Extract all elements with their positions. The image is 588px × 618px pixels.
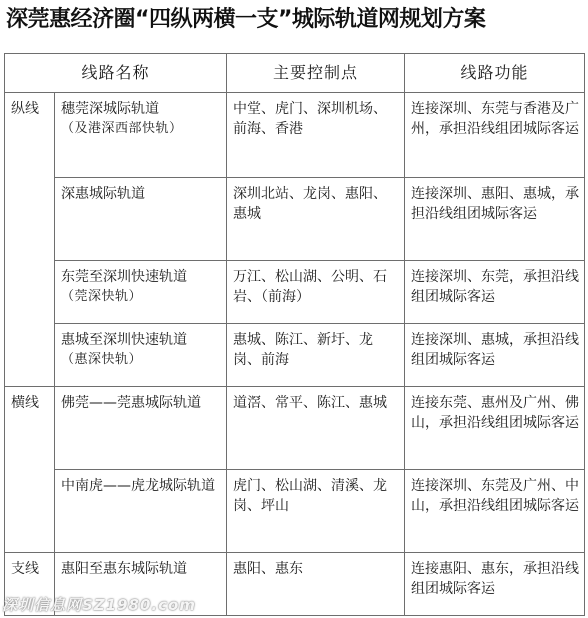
- control-points-cell: 深圳北站、龙岗、惠阳、惠城: [227, 178, 405, 261]
- control-points-cell: 惠阳、惠东: [227, 553, 405, 616]
- control-points-cell: 虎门、松山湖、清溪、龙岗、坪山: [227, 470, 405, 553]
- line-name: 深惠城际轨道: [61, 186, 145, 202]
- table-row: [5, 470, 585, 553]
- line-name-cell: [55, 178, 227, 261]
- header-line-name: 线路名称: [5, 54, 227, 93]
- line-alias: （惠深快轨）: [61, 352, 143, 367]
- line-name: 惠阳至惠东城际轨道: [61, 561, 187, 577]
- line-alias: （及港深西部快轨）: [61, 121, 183, 136]
- table-row: [5, 93, 585, 178]
- table-row: [5, 178, 585, 261]
- line-name-cell: [55, 324, 227, 387]
- table-header-row: [5, 54, 585, 93]
- control-points-cell: 万江、松山湖、公明、石岩、（前海）: [227, 261, 405, 324]
- table-row: [5, 387, 585, 470]
- line-name-cell: [55, 261, 227, 324]
- function-cell: 连接深圳、惠城，承担沿线组团城际客运: [405, 324, 585, 387]
- header-line-function: 线路功能: [405, 54, 585, 93]
- site-watermark: 深圳信息网SZ1980.com: [2, 596, 196, 614]
- group-label-vertical: 纵线: [5, 93, 55, 387]
- line-name: 东莞至深圳快速轨道: [61, 269, 187, 285]
- table-row: [5, 261, 585, 324]
- control-points-cell: 道滘、常平、陈江、惠城: [227, 387, 405, 470]
- line-name-cell: [55, 387, 227, 470]
- function-cell: 连接东莞、惠州及广州、佛山，承担沿线组团城际客运: [405, 387, 585, 470]
- line-name: 穗莞深城际轨道: [61, 101, 159, 117]
- function-cell: 连接深圳、惠阳、惠城，承担沿线组团城际客运: [405, 178, 585, 261]
- group-label-branch: 支线: [5, 553, 55, 616]
- group-label-horizontal: 横线: [5, 387, 55, 553]
- control-points-cell: 惠城、陈江、新圩、龙岗、前海: [227, 324, 405, 387]
- line-name-cell: [55, 93, 227, 178]
- line-name-cell: [55, 470, 227, 553]
- function-cell: 连接惠阳、惠东，承担沿线组团城际客运: [405, 553, 585, 616]
- line-name: 中南虎——虎龙城际轨道: [61, 478, 215, 494]
- page-title: 深莞惠经济圈“四纵两横一支”城际轨道网规划方案: [6, 7, 486, 32]
- line-alias: （莞深快轨）: [61, 289, 143, 304]
- function-cell: 连接深圳、东莞及广州、中山，承担沿线组团城际客运: [405, 470, 585, 553]
- header-control-points: 主要控制点: [227, 54, 405, 93]
- line-name: 惠城至深圳快速轨道: [61, 332, 187, 348]
- control-points-cell: 中堂、虎门、深圳机场、前海、香港: [227, 93, 405, 178]
- function-cell: 连接深圳、东莞，承担沿线组团城际客运: [405, 261, 585, 324]
- function-cell: 连接深圳、东莞与香港及广州，承担沿线组团城际客运: [405, 93, 585, 178]
- line-name: 佛莞——莞惠城际轨道: [61, 395, 201, 411]
- rail-plan-table: [4, 53, 585, 616]
- table-row: [5, 324, 585, 387]
